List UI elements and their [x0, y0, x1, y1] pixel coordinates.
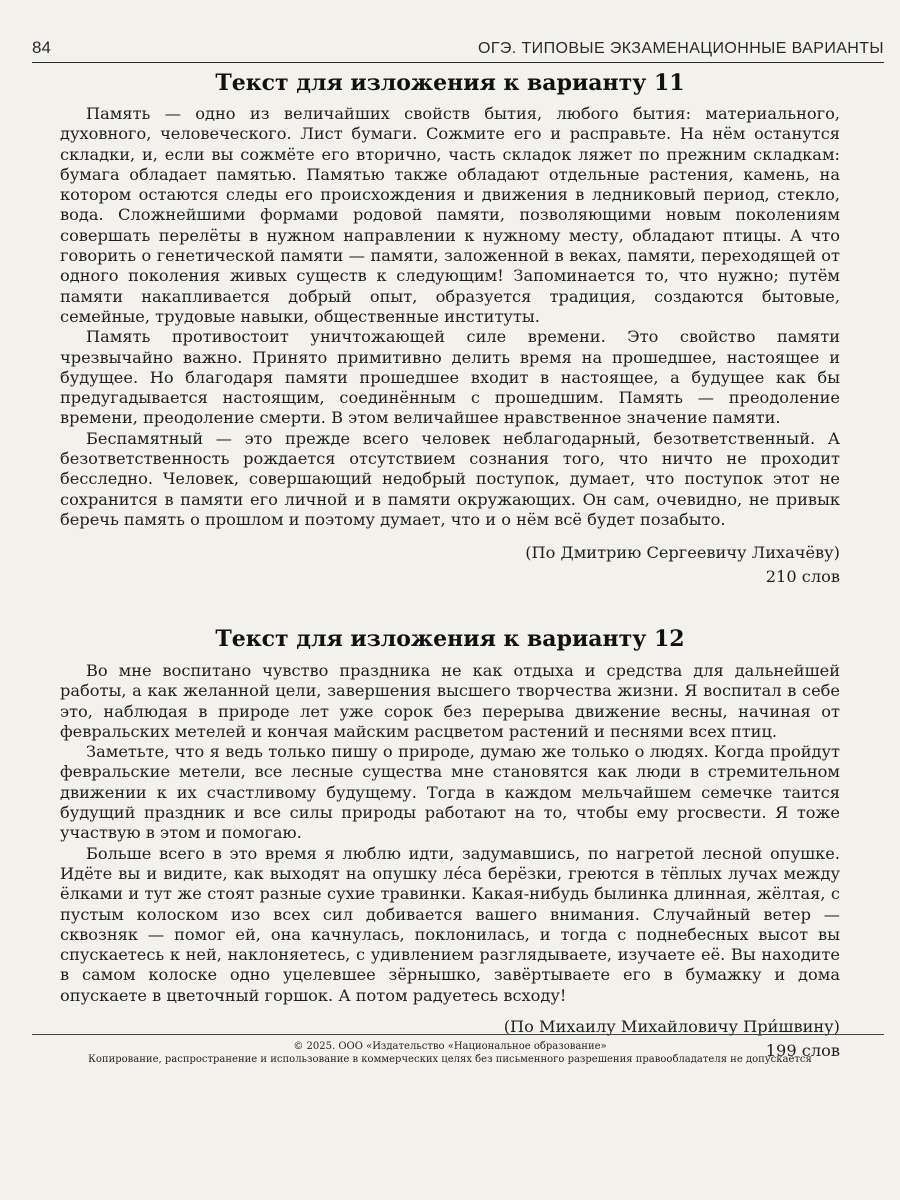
page-header	[32, 32, 884, 63]
source-attribution: (По Михаилу Михайловичу При́швину)	[503, 1017, 840, 1037]
page-footer	[40, 1040, 860, 1066]
footer-divider	[32, 1034, 884, 1035]
word-count: 210 слов	[765, 567, 840, 587]
paragraph: Память противостоит уничтожающей силе времени. Это свойство памяти чрезвычайно важно. Принято примитивно делить время на прошедшее, настоящее и будущее. Но благодаря памяти прошедшее входит в настоящее, а будущее как бы предугадывается настоящим, соединённым с прошедшим. Память — преодоление времени, преодоление смерти. В этом величайшее нравственное значение памяти.	[60, 327, 840, 428]
page-number: 84	[32, 38, 51, 57]
word-count: 199 слов	[765, 1041, 840, 1061]
section-title: Текст для изложения к варианту 11	[215, 70, 685, 96]
section-variant-11	[60, 70, 840, 588]
copyright-line: © 2025. ООО «Издательство «Национальное образование»	[293, 1041, 607, 1052]
paragraph: Во мне воспитано чувство праздника не как отдыха и средства для дальнейшей работы, а как желанной цели, завершения высшего творчества жизни. Я воспитал в себе это, наблюдая в природе лет уже сорок без перерыва движение весны, начиная от февральских метелей и кончая майским расцветом растений и песнями всех птиц.	[60, 661, 840, 741]
paragraph: Беспамятный — это прежде всего человек неблагодарный, безответственный. А безответственность рождается отсутствием сознания того, что ничто не проходит бесследно. Человек, совершающий недобрый поступок, думает, что поступок этот не сохранится в памяти его личной и в памяти окружающих. Он сам, очевидно, не привык беречь память о прошлом и поэтому думает, что и о нём всё будет позабыто.	[60, 428, 840, 529]
copyright-notice: Копирование, распространение и использование в коммерческих целях без письменного разрешения правообладателя не допускается	[88, 1054, 812, 1065]
paragraph: Больше всего в это время я люблю идти, задумавшись, по нагретой лесной опушке. Идёте вы и видите, как выходят на опушку ле́са берёзки, греются в тёплых лучах между ёлками и тут же стоят разные сухие травинки. Какая-нибудь былинка длинная, жёлтая, с пустым колоском изо всех сил добивается вашего внимания. Случайный ветер — сквозняк — помог ей, она качнулась, поклонилась, и тогда с поднебесных высот вы спускаетесь к ней, наклоняетесь, с удивлением разглядываете, изучаете её. Вы находите в самом колоске одно уцелевшее зёрнышко, завёртываете его в бумажку и дома опускаете в цветочный горшок. А потом радуетесь всходу!	[60, 843, 840, 1005]
source-attribution: (По Дмитрию Сергеевичу Лихачёву)	[525, 543, 840, 563]
section-title: Текст для изложения к варианту 12	[215, 626, 685, 652]
paragraph: Заметьте, что я ведь только пишу о природе, думаю же только о людях. Когда пройдут февральские метели, все лесные существа мне становятся как люди в стремительном движении к их счастливому будущему. Тогда в каждом мельчайшем семечке таится будущий праздник и все силы природы работают на то, чтобы ему procвести. Я тоже участвую в этом и помогаю.	[60, 742, 840, 843]
section-variant-12	[60, 626, 840, 1062]
running-title: ОГЭ. ТИПОВЫЕ ЭКЗАМЕНАЦИОННЫЕ ВАРИАНТЫ	[478, 40, 884, 57]
paragraph: Память — одно из величайших свойств бытия, любого бытия: материального, духовного, человеческого. Лист бумаги. Сожмите его и расправьте. На нём останутся складки, и, если вы сожмёте его вторично, часть складок ляжет по прежним складкам: бумага обладает памятью. Памятью также обладают отдельные растения, камень, на котором остаются следы его происхождения и движения в ледниковый период, стекло, вода. Сложнейшими формами родовой памяти, позволяющими новым поколениям совершать перелёты в нужном направлении к нужному месту, обладают птицы. А что говорить о генетической памяти — памяти, заложенной в веках, памяти, переходящей от одного поколения живых существ к следующим! Запоминается то, что нужно; путём памяти накапливается добрый опыт, образуется традиция, создаются бытовые, семейные, трудовые навыки, общественные институты.	[60, 104, 840, 326]
